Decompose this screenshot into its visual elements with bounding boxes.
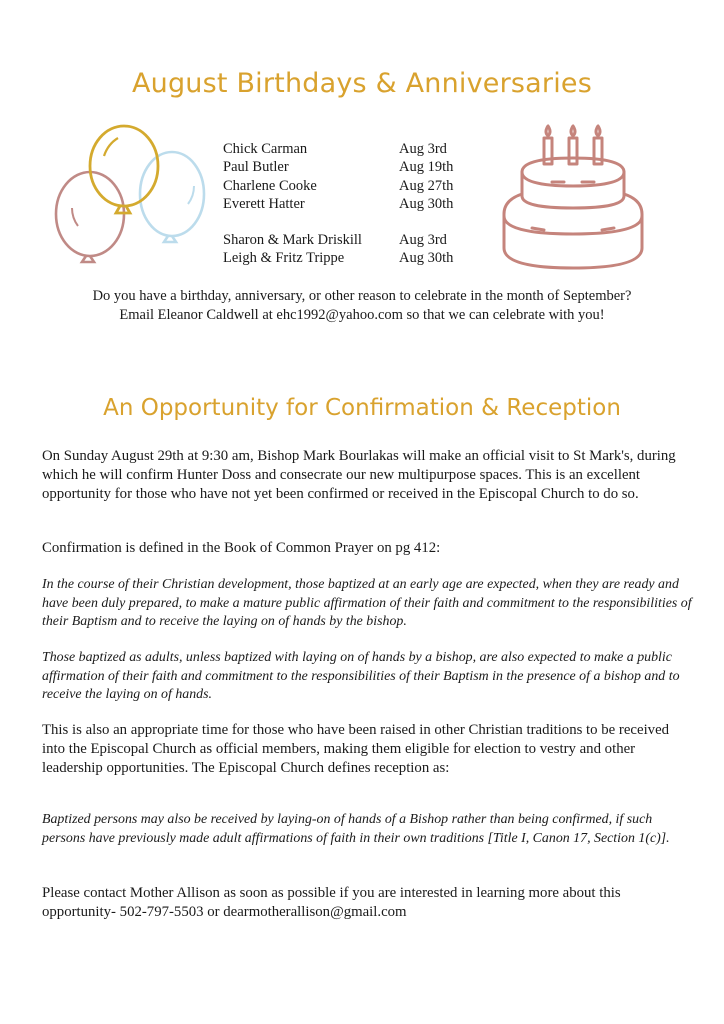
balloons-icon bbox=[48, 122, 208, 272]
confirmation-heading: An Opportunity for Confirmation & Reception bbox=[103, 395, 621, 421]
person-name: Paul Butler bbox=[223, 159, 289, 176]
list-item bbox=[223, 140, 483, 158]
definition-intro: Confirmation is defined in the Book of Common Prayer on pg 412: bbox=[42, 540, 441, 556]
note-line: Email Eleanor Caldwell at ehc1992@yahoo.com so that we can celebrate with you! bbox=[119, 307, 605, 323]
birthday-list bbox=[223, 140, 483, 213]
list-item bbox=[223, 249, 483, 267]
note-line: Do you have a birthday, anniversary, or other reason to celebrate in the month of September? bbox=[92, 288, 632, 304]
event-date: Aug 3rd bbox=[399, 141, 447, 157]
event-date: Aug 30th bbox=[399, 195, 454, 212]
contact-paragraph: Please contact Mother Allison as soon as possible if you are interested in learning more about this opportunity- 502-797-5503 or dearmotherallison@gmail.com bbox=[42, 885, 621, 921]
person-name: Chick Carman bbox=[223, 141, 308, 157]
intro-paragraph: On Sunday August 29th at 9:30 am, Bishop Mark Bourlakas will make an official visit to St Mark's, during which he will confirm Hunter Doss and consecrate our new multipurpose spaces. This is an excellent opportunity for those who have not yet been confirmed or received in the Episcopal Church to do so. bbox=[42, 448, 676, 503]
anniversary-list bbox=[223, 231, 483, 268]
event-date: Aug 30th bbox=[399, 250, 454, 267]
reception-paragraph: This is also an appropriate time for those who have been raised in other Christian traditions to be received into the Episcopal Church as official members, making them eligible for election to vestry and other leadership opportunities. The Episcopal Church defines reception as: bbox=[42, 722, 670, 777]
quote-paragraph: In the course of their Christian development, those baptized at an early age are expected, when they are ready and have been duly prepared, to make a mature public affirmation of their faith and commitment to the responsibilities of their Baptism and to receive the laying on of hands by the bishop. bbox=[42, 577, 692, 630]
quote-paragraph: Those baptized as adults, unless baptized with laying on of hands by a bishop, are also expected to make a public affirmation of their faith and commitment to the responsibilities of their Baptism in the presence of a bishop and to receive the laying on of hands. bbox=[42, 650, 680, 703]
celebration-note bbox=[20, 287, 704, 325]
birthdays-heading: August Birthdays & Anniversaries bbox=[131, 68, 593, 99]
couple-name: Leigh & Fritz Trippe bbox=[223, 250, 345, 267]
list-item bbox=[223, 177, 483, 195]
couple-name: Sharon & Mark Driskill bbox=[223, 232, 362, 248]
list-item bbox=[223, 158, 483, 176]
quote-paragraph: Baptized persons may also be received by laying-on of hands of a Bishop rather than being confirmed, if such persons have previously made adult affirmations of faith in their own traditions [Title I, Canon 17, Section 1(c)]. bbox=[42, 812, 670, 846]
person-name: Charlene Cooke bbox=[223, 177, 317, 194]
event-date: Aug 3rd bbox=[399, 232, 447, 248]
event-date: Aug 27th bbox=[399, 177, 454, 194]
list-item bbox=[223, 231, 483, 249]
list-item bbox=[223, 195, 483, 213]
person-name: Everett Hatter bbox=[223, 195, 305, 212]
cake-icon bbox=[502, 122, 644, 272]
event-date: Aug 19th bbox=[399, 159, 454, 176]
